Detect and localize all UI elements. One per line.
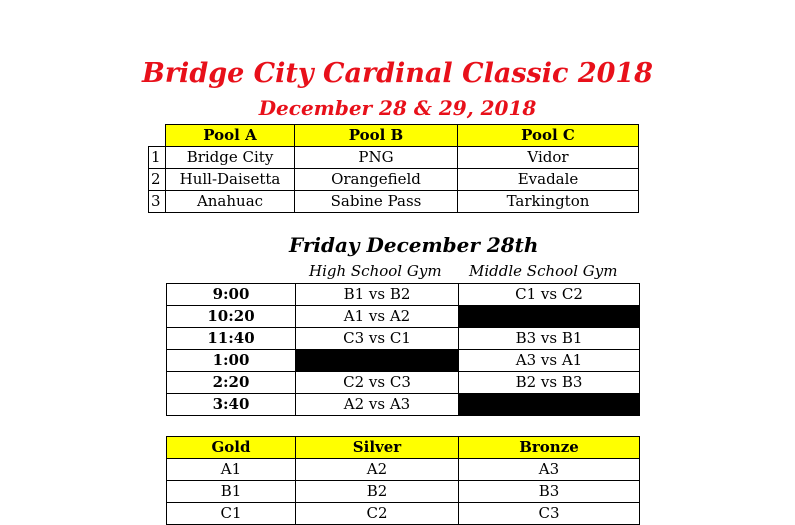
pool-c-team: Tarkington <box>458 191 639 213</box>
high-school-game: B1 vs B2 <box>296 284 459 306</box>
game-time: 9:00 <box>167 284 296 306</box>
gold-seed: C1 <box>167 503 296 525</box>
blank-slot <box>459 394 640 416</box>
pool-c-team: Vidor <box>458 147 639 169</box>
middle-school-gym-label: Middle School Gym <box>469 262 618 280</box>
gold-seed: B1 <box>167 481 296 503</box>
pools-corner-cell <box>149 125 166 147</box>
bronze-seed: C3 <box>459 503 640 525</box>
high-school-game: C2 vs C3 <box>296 372 459 394</box>
medals-header-row <box>167 437 640 459</box>
pool-c-header: Pool C <box>458 125 639 147</box>
pool-b-team: Orangefield <box>295 169 458 191</box>
pools-row <box>149 147 639 169</box>
seed-number: 2 <box>149 169 166 191</box>
blank-slot <box>296 350 459 372</box>
game-time: 1:00 <box>167 350 296 372</box>
high-school-game: A2 vs A3 <box>296 394 459 416</box>
pool-a-header: Pool A <box>166 125 295 147</box>
middle-school-game: B3 vs B1 <box>459 328 640 350</box>
game-time: 2:20 <box>167 372 296 394</box>
medals-row <box>167 481 640 503</box>
silver-seed: A2 <box>296 459 459 481</box>
blank-slot <box>459 306 640 328</box>
pools-row <box>149 191 639 213</box>
pool-c-team: Evadale <box>458 169 639 191</box>
schedule-row <box>167 350 640 372</box>
schedule-row <box>167 284 640 306</box>
medals-row <box>167 459 640 481</box>
schedule-row <box>167 394 640 416</box>
page-title: Bridge City Cardinal Classic 2018 <box>142 58 653 89</box>
middle-school-game: A3 vs A1 <box>459 350 640 372</box>
schedule-row <box>167 372 640 394</box>
high-school-game: A1 vs A2 <box>296 306 459 328</box>
middle-school-game: B2 vs B3 <box>459 372 640 394</box>
game-time: 3:40 <box>167 394 296 416</box>
game-time: 11:40 <box>167 328 296 350</box>
silver-seed: B2 <box>296 481 459 503</box>
pool-a-team: Bridge City <box>166 147 295 169</box>
pools-table <box>148 124 639 213</box>
bronze-seed: A3 <box>459 459 640 481</box>
gold-seed: A1 <box>167 459 296 481</box>
silver-header: Silver <box>296 437 459 459</box>
pool-a-team: Hull-Daisetta <box>166 169 295 191</box>
pools-header-row <box>149 125 639 147</box>
friday-schedule-table <box>166 283 640 416</box>
high-school-game: C3 vs C1 <box>296 328 459 350</box>
pool-b-header: Pool B <box>295 125 458 147</box>
gold-header: Gold <box>167 437 296 459</box>
pool-b-team: Sabine Pass <box>295 191 458 213</box>
page-subtitle: December 28 & 29, 2018 <box>258 96 537 120</box>
middle-school-game: C1 vs C2 <box>459 284 640 306</box>
pool-b-team: PNG <box>295 147 458 169</box>
schedule-row <box>167 328 640 350</box>
bronze-header: Bronze <box>459 437 640 459</box>
bronze-seed: B3 <box>459 481 640 503</box>
schedule-row <box>167 306 640 328</box>
game-time: 10:20 <box>167 306 296 328</box>
high-school-gym-label: High School Gym <box>309 262 442 280</box>
silver-seed: C2 <box>296 503 459 525</box>
medals-table <box>166 436 640 525</box>
seed-number: 3 <box>149 191 166 213</box>
pools-row <box>149 169 639 191</box>
friday-title: Friday December 28th <box>289 233 539 257</box>
seed-number: 1 <box>149 147 166 169</box>
pool-a-team: Anahuac <box>166 191 295 213</box>
medals-row <box>167 503 640 525</box>
